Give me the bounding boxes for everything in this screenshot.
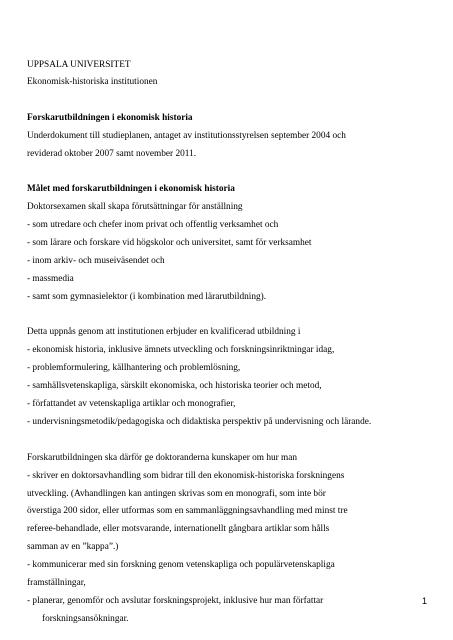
goal-heading: Målet med forskarutbildningen i ekonomisk historia <box>27 184 235 194</box>
knowledge-line: - kommunicerar med sin forskning genom vetenskapliga och populärvetenskapliga <box>27 560 335 570</box>
goal-list-item: - massmedia <box>27 274 74 284</box>
offer-list-item: - författandet av vetenskapliga artiklar och monografier, <box>27 399 236 409</box>
document-subtitle-line: reviderad oktober 2007 samt november 2011. <box>27 149 197 159</box>
knowledge-line: framställningar, <box>27 578 86 588</box>
goal-list-item: - inom arkiv- och museiväsendet och <box>27 256 165 266</box>
page-number: 1 <box>422 596 428 606</box>
document-subtitle-line: Underdokument till studieplanen, antaget av institutionsstyrelsen september 2004 och <box>27 131 346 141</box>
offer-list-item: - ekonomisk historia, inklusive ämnets utveckling och forskningsinriktningar idag, <box>27 345 335 355</box>
knowledge-line: samman av en ”kappa”.) <box>27 542 119 552</box>
knowledge-intro: Forskarutbildningen ska därför ge doktoranderna kunskaper om hur man <box>27 453 298 463</box>
knowledge-line: forskningsansökningar. <box>42 614 129 624</box>
knowledge-line: - planerar, genomför och avslutar forskningsprojekt, inklusive hur man författar <box>27 596 324 606</box>
document-heading: Forskarutbildningen i ekonomisk historia <box>27 113 193 123</box>
goal-intro: Doktorsexamen skall skapa förutsättningar för anställning <box>27 202 243 212</box>
offer-list-item: - samhällsvetenskapliga, särskilt ekonomiska, och historiska teorier och metod, <box>27 381 322 391</box>
offer-list-item: - undervisningsmetodik/pedagogiska och didaktiska perspektiv på undervisning och lärande. <box>27 417 372 427</box>
knowledge-line: referee-behandlade, eller motsvarande, internationellt gångbara artiklar som hålls <box>27 524 330 534</box>
offer-intro: Detta uppnås genom att institutionen erbjuder en kvalificerad utbildning i <box>27 327 301 337</box>
offer-list-item: - problemformulering, källhantering och problemlösning, <box>27 363 241 373</box>
knowledge-line: överstiga 200 sidor, eller utformas som en sammanläggningsavhandling med minst tre <box>27 506 348 516</box>
department-name: Ekonomisk-historiska institutionen <box>27 77 158 87</box>
goal-list-item: - samt som gymnasielektor (i kombination med lärarutbildning). <box>27 292 267 302</box>
university-name: UPPSALA UNIVERSITET <box>27 60 131 70</box>
knowledge-line: - skriver en doktorsavhandling som bidrar till den ekonomisk-historiska forskningens <box>27 471 345 481</box>
goal-list-item: - som utredare och chefer inom privat och offentlig verksamhet och <box>27 220 279 230</box>
goal-list-item: - som lärare och forskare vid högskolor och universitet, samt för verksamhet <box>27 238 312 248</box>
knowledge-line: utveckling. (Avhandlingen kan antingen skrivas som en monografi, som inte bör <box>27 489 326 499</box>
